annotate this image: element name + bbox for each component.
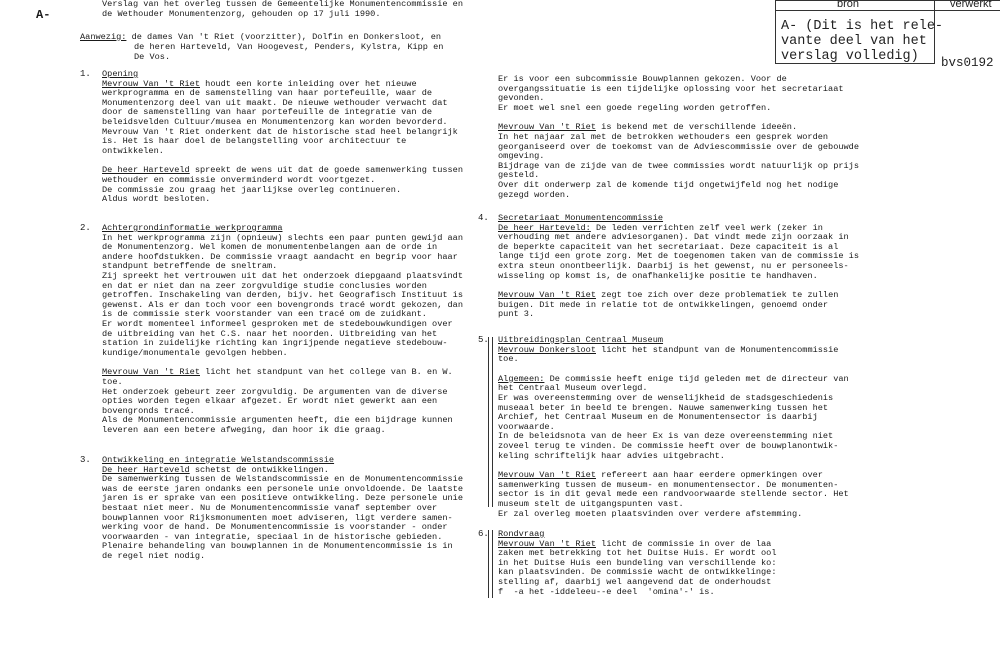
paragraph-line: Er moet wel snel een goede regeling worden getroffen. bbox=[498, 102, 772, 113]
section-number: 1. bbox=[80, 69, 91, 79]
paragraph-line: verhouding met andere adviesorganen). Dat vindt mede zijn oorzaak in bbox=[498, 232, 849, 243]
paragraph-line: getroffen. Inschakeling van derden, bijv. het Geografisch Instituut is bbox=[102, 290, 463, 301]
speaker-name: Mevrouw Van 't Riet bbox=[498, 470, 596, 481]
speaker-name: Mevrouw Van 't Riet bbox=[102, 367, 200, 378]
paragraph-line: overgangssituatie is een tijdelijke oplossing voor het secretariaat bbox=[498, 83, 844, 94]
paragraph-line: leveren aan een betere afweging, dan hoor ik die graag. bbox=[102, 425, 386, 435]
speaker-name: Mevrouw Van 't Riet bbox=[102, 78, 200, 89]
paragraph-line: is. Het is haar doel de belangstelling voor architectuur te bbox=[102, 136, 407, 147]
section-number: 6. bbox=[478, 529, 489, 539]
speaker-name: Mevrouw Donkersloot bbox=[498, 344, 596, 355]
header-note-line: verslag volledig) bbox=[781, 49, 919, 64]
paragraph-line: door de samenstelling van haar portefeuille de integratie van de bbox=[102, 107, 433, 118]
paragraph-line: is de commissie sterk voorstander van een tracé om de zuidkant. bbox=[102, 309, 427, 320]
paragraph-line: voorwaarden - van integratie, speciaal in de historische gebieden. bbox=[102, 531, 443, 542]
speaker-line bbox=[102, 368, 453, 378]
paragraph-line: lange tijd een grote zorg. Met de toegenomen taken van de commissie is bbox=[498, 251, 859, 262]
section-heading: Uitbreidingsplan Centraal Museum bbox=[498, 335, 664, 345]
paragraph-line: werkprogramma en de samenstelling van haar portefeuille, waar de bbox=[102, 88, 433, 99]
paragraph-line: de uitbreiding van het C.S. naar het noorden. Uitbreiding van het bbox=[102, 328, 438, 339]
paragraph-line: Het onderzoek gebeurt zeer zorgvuldig. De argumenten van de diverse bbox=[102, 386, 448, 397]
paragraph-line: toe. bbox=[498, 354, 519, 365]
paragraph-line: samenwerking tussen de museum- en monumentensector. De monumenten- bbox=[498, 479, 839, 490]
paragraph-line: f -a het -iddeleeu--e deel 'omina'-' is. bbox=[498, 586, 715, 597]
paragraph-line: Aldus wordt besloten. bbox=[102, 194, 211, 205]
paragraph-line: en dat er niet dan na zeer zorgvuldige studie conclusies worden bbox=[102, 280, 427, 291]
paragraph-line: bouwplannen voor Rijksmonumenten moet adviseren, ligt verdere samen- bbox=[102, 512, 453, 523]
attendance-line: De Vos. bbox=[134, 52, 171, 62]
speaker-text: De leden verrichten zelf veel werk (zeker in bbox=[590, 222, 823, 233]
speaker-name: Mevrouw Van 't Riet bbox=[498, 538, 596, 549]
paragraph-line: In het werkprogramma zijn (opnieuw) slechts een paar punten gewijd aan bbox=[102, 232, 463, 243]
bron-label: bron bbox=[837, 0, 860, 10]
section-heading: Achtergrondinformatie werkprogramma bbox=[102, 223, 283, 233]
title-line: de Wethouder Monumentenzorg, gehouden op 17 juli 1990. bbox=[102, 9, 381, 19]
verwerkt-label: verwerkt bbox=[950, 0, 992, 10]
paragraph-line: station in zuidelijke richting kan ingrijpende negatieve stedebouw- bbox=[102, 338, 448, 349]
speaker-text: is bekend met de verschillende ideeën. bbox=[596, 122, 798, 133]
paragraph-line: Er was overeenstemming over de wenselijkheid de stadsgeschiedenis bbox=[498, 393, 834, 403]
paragraph-line: sector is in dit geval mede een randvoorwaarde stellende sector. Het bbox=[498, 489, 849, 500]
paragraph-line: ontwikkelen. bbox=[102, 145, 164, 156]
paragraph-line: beleidsvelden Cultuur/musea en Monumentenzorg kan worden bevorderd. bbox=[102, 117, 448, 127]
paragraph-line: omgeving. bbox=[498, 151, 545, 162]
paragraph-line: was de eerste jaren ondanks een personele unie onvoldoende. De laatste bbox=[102, 483, 463, 494]
speaker-text: licht de commissie in over de laa bbox=[596, 538, 772, 549]
speaker-text: zegt toe zich over deze problematiek te zullen bbox=[596, 290, 839, 301]
section-heading: Opening bbox=[102, 69, 139, 79]
speaker-text: spreekt de wens uit dat de goede samenwerking tussen bbox=[189, 165, 463, 176]
speaker-name: De heer Harteveld bbox=[102, 464, 190, 475]
paragraph-line: De samenwerking tussen de Welstandscommissie en de Monumentencommissie bbox=[102, 474, 463, 485]
paragraph-line: gevonden. bbox=[498, 93, 545, 104]
speaker-text: De commissie heeft enige tijd geleden met de directeur van bbox=[544, 373, 849, 384]
paragraph-line: Mevrouw Van 't Riet onderkent dat de historische stad heel belangrijk bbox=[102, 126, 458, 137]
margin-mark: A- bbox=[36, 8, 51, 22]
header-note-line: vante deel van het bbox=[781, 34, 927, 49]
paragraph-line: werking voor de hand. De Monumentencommissie is voorstander - onder bbox=[102, 522, 448, 533]
paragraph-line: De commissie zou graag het jaarlijkse overleg continueren. bbox=[102, 184, 402, 195]
paragraph-line: Er zal overleg moeten plaatsvinden over verdere afstemming. bbox=[498, 508, 803, 519]
speaker-name: Mevrouw Van 't Riet bbox=[498, 290, 596, 301]
section-number: 4. bbox=[478, 213, 489, 223]
paragraph-line: Archief, het Centraal Museum en de Monumentensector is daarbij bbox=[498, 412, 818, 423]
paragraph-line: het Centraal Museum overlegd. bbox=[498, 383, 648, 394]
paragraph-line: georganiseerd over de toekomst van de Adviescommissie over de gebouwde bbox=[498, 141, 859, 152]
paragraph-line: bestaat niet meer. Nu de Monumentencommissie vanaf september over bbox=[102, 503, 438, 513]
paragraph-line: in het Duitse Huis een bundeling van verschillende ko: bbox=[498, 557, 777, 568]
paragraph-line: zoveel terug te vinden. De commissie heeft over de bouwplanontwik- bbox=[498, 441, 839, 451]
paragraph-line: extra steun onontbeerlijk. Daarbij is het gewenst, nu er personeels- bbox=[498, 261, 849, 271]
speaker-line bbox=[498, 346, 838, 356]
paragraph-line: gezegd worden. bbox=[498, 189, 571, 200]
header-note-line: A- (Dit is het rele- bbox=[781, 19, 944, 34]
paragraph-line: de Monumentenzorg. Wel komen de monumentenbelangen aan de orde in bbox=[102, 242, 438, 253]
paragraph-line: keling schriftelijk haar advies uitgebracht. bbox=[498, 450, 725, 461]
paragraph-line: Er is voor een subcommissie Bouwplannen gekozen. Voor de bbox=[498, 74, 787, 84]
paragraph-line: Zij spreekt het vertrouwen uit dat het onderzoek diepgaand plaatsvindt bbox=[102, 271, 463, 281]
speaker-name: Mevrouw Van 't Riet bbox=[498, 122, 596, 133]
attendance-line: de heren Harteveld, Van Hoogevest, Penders, Kylstra, Kipp en bbox=[134, 42, 444, 52]
paragraph-line: museaal beter in beeld te brengen. Nauwe samenwerking tussen het bbox=[498, 402, 829, 413]
speaker-text: licht het standpunt van het college van B. en W. bbox=[200, 367, 453, 378]
speaker-name: De heer Harteveld: bbox=[498, 222, 591, 233]
paragraph-line: Bijdrage van de zijde van de twee commissies wordt natuurlijk op prijs bbox=[498, 160, 859, 171]
section-heading: Ontwikkeling en integratie Welstandscommissie bbox=[102, 455, 335, 465]
paragraph-line: kan plaatsvinden. De commissie wacht de ontwikkelinge: bbox=[498, 567, 777, 578]
paragraph-line: Plenaire behandeling van bouwplannen in de Monumentencommissie is in bbox=[102, 541, 453, 552]
margin-bars bbox=[488, 337, 493, 507]
paragraph-line: Over dit onderwerp zal de komende tijd ongetwijfeld nog het nodige bbox=[498, 180, 839, 190]
paragraph-line: punt 3. bbox=[498, 309, 535, 320]
speaker-text: houdt een korte inleiding over het nieuwe bbox=[200, 78, 417, 89]
paragraph-line: gewenst. Als er dan toch voor een bovengronds tracé wordt gekozen, dan bbox=[102, 299, 463, 310]
title-line: Verslag van het overleg tussen de Gemeentelijke Monumentencommissie en bbox=[102, 0, 463, 9]
paragraph-line: wisseling op komst is, de onafhankelijke positie te handhaven. bbox=[498, 270, 818, 281]
paragraph-line: Monumentenzorg deel van uit maakt. De nieuwe wethouder verwacht dat bbox=[102, 97, 448, 108]
section-heading: Rondvraag bbox=[498, 529, 545, 539]
paragraph-line: jaren is er sprake van een positieve ontwikkeling. Deze personele unie bbox=[102, 493, 463, 504]
paragraph-line: standpunt betreffende de sneltram. bbox=[102, 261, 278, 272]
speaker-text: schetst de ontwikkelingen. bbox=[189, 464, 329, 475]
paragraph-line: andere hoofdstukken. De commissie vraagt aandacht en begrip voor haar bbox=[102, 251, 458, 262]
attendance-text: de dames Van 't Riet (voorzitter), Dolfin en Donkersloot, en bbox=[126, 32, 442, 42]
paragraph-line: voorwaarde. bbox=[498, 421, 555, 432]
paragraph-line: gesteld. bbox=[498, 170, 540, 181]
section-number: 5. bbox=[478, 335, 489, 345]
paragraph-line: In de beleidsnota van de heer Ex is van deze overeenstemming niet bbox=[498, 431, 834, 442]
paragraph-line: Er wordt momenteel informeel gesproken met de stedebouwkundigen over bbox=[102, 319, 453, 329]
speaker-text: licht het standpunt van de Monumentencommissie bbox=[596, 344, 839, 355]
speaker-name: Algemeen: bbox=[498, 373, 545, 384]
paragraph-line: stelling af, daarbij wel aangevend dat de onderhoudst bbox=[498, 577, 772, 587]
speaker-text: refereert aan haar eerdere opmerkingen over bbox=[596, 470, 823, 481]
paragraph-line: zaken met betrekking tot het Duitse Huis. Er wordt ool bbox=[498, 548, 777, 559]
document-code: bvs0192 bbox=[941, 56, 994, 70]
paragraph-line: de beperkte capaciteit van het secretariaat. Deze capaciteit is al bbox=[498, 241, 839, 252]
speaker-name: De heer Harteveld bbox=[102, 165, 190, 176]
attendance-label: Aanwezig: bbox=[80, 32, 127, 42]
paragraph-line: de regel niet nodig. bbox=[102, 551, 206, 561]
paragraph-line: opties worden tegen elkaar afgezet. Er wordt niet gewerkt aan een bbox=[102, 396, 438, 407]
paragraph-line: wethouder en commissie onverminderd wordt voortgezet. bbox=[102, 175, 376, 185]
paragraph-line: Als de Monumentencommissie argumenten heeft, die een bijdrage kunnen bbox=[102, 415, 453, 426]
paragraph-line: bovengronds tracé. bbox=[102, 405, 195, 416]
paragraph-line: buigen. Dit mede in relatie tot de ontwikkelingen, genoemd onder bbox=[498, 299, 829, 310]
section-heading: Secretariaat Monumentencommissie bbox=[498, 213, 664, 223]
paragraph-line: toe. bbox=[102, 377, 123, 387]
paragraph-line: museum stelt de uitgangspunten vast. bbox=[498, 499, 684, 509]
margin-bars bbox=[488, 530, 493, 598]
paragraph-line: In het najaar zal met de betrokken wethouders een gesprek worden bbox=[498, 132, 829, 142]
section-number: 3. bbox=[80, 455, 91, 465]
section-number: 2. bbox=[80, 223, 91, 233]
paragraph-line: kundige/monumentale gevolgen hebben. bbox=[102, 347, 288, 358]
